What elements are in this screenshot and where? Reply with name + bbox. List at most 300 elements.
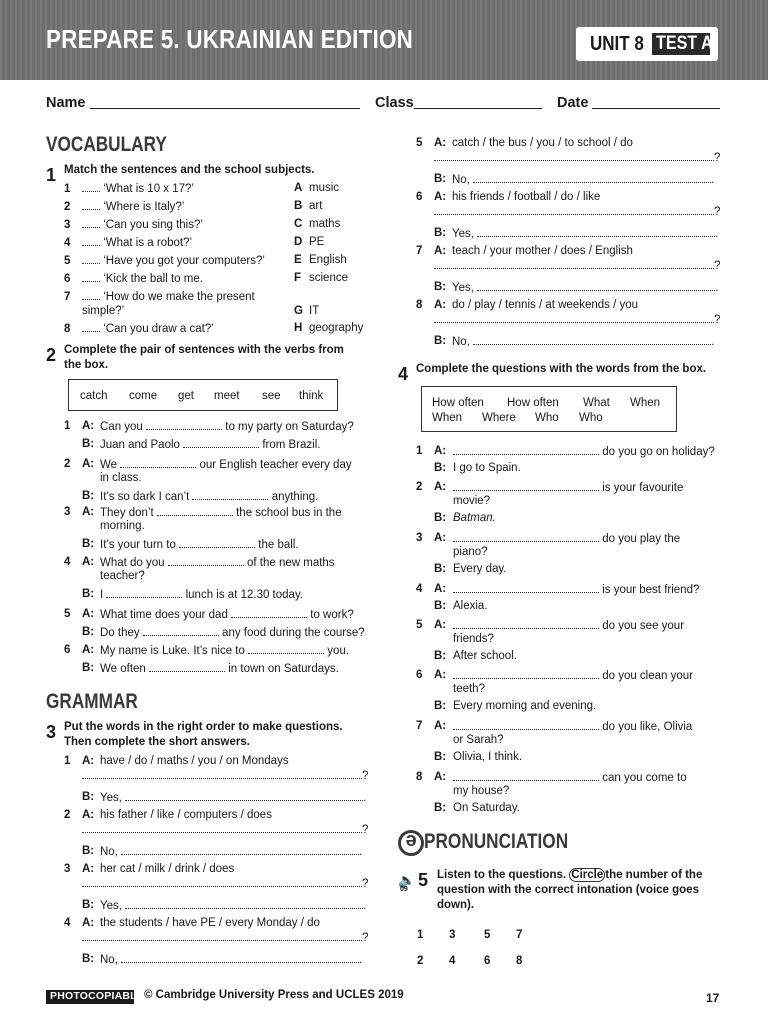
answer-blank[interactable] [453,582,599,593]
box-word: When [630,397,661,409]
speaker-b: B: [434,751,447,763]
sentence-b [100,587,303,602]
list-item [64,253,265,268]
item-number: 8 [416,771,423,783]
exercise-number: 2 [46,345,57,365]
item-number: 8 [416,299,423,311]
sentence-text: They don’t [100,507,154,519]
speaker-a: A: [82,608,95,620]
speaker-a: A: [82,644,95,656]
answer-start: No, [452,174,470,186]
copyright: © Cambridge University Press and UCLES 2019 [144,989,404,1001]
question-line [453,719,692,734]
short-answer [452,172,714,187]
item-number: 3 [64,863,71,875]
item-text: ‘Can you sing this?’ [103,219,203,231]
speaker-a: A: [434,532,447,544]
answer-blank[interactable] [434,204,714,215]
answer-blank[interactable] [473,334,711,345]
item-number: 6 [64,273,71,285]
subject-letter: A [294,182,303,194]
sentence-text: It’s so dark I can’t [100,491,190,503]
speaker-b: B: [82,538,95,550]
sentence-text: Can you [100,421,143,433]
exercise-number: 5 [418,870,429,890]
answer-blank[interactable] [453,719,599,730]
answer-number[interactable]: 1 [417,929,424,941]
sentence-text: to work? [310,609,354,621]
list-item [64,321,214,336]
answer-blank[interactable] [82,253,100,264]
word-prompt: catch / the bus / you / to school / do [452,137,633,149]
box-word: Who [535,412,559,424]
speaker-b: B: [434,227,447,239]
answer-start: Yes, [452,282,474,294]
answer-blank[interactable] [125,790,363,801]
question-text: or Sarah? [453,734,504,746]
answer-number[interactable]: 8 [516,955,523,967]
answer-blank[interactable] [453,531,599,542]
question-text: do you clean your [602,670,693,682]
full-stop: . [711,174,715,186]
item-number: 4 [416,583,423,595]
sentence-text: to my party on Saturday? [225,421,354,433]
question-text: is your favourite [602,482,684,494]
answer-blank[interactable] [82,235,100,246]
item-text: ‘Can you draw a cat?’ [103,323,214,335]
answer-number[interactable]: 5 [484,929,491,941]
list-item [64,181,194,196]
answer-text: Every morning and evening. [453,700,597,712]
item-number: 4 [64,556,71,568]
answer-blank[interactable] [477,280,715,291]
answer-blank[interactable] [146,419,222,430]
question-text: do you go on holiday? [602,446,715,458]
answer-blank[interactable] [82,199,100,210]
answer-text: After school. [453,650,517,662]
full-stop: . [359,846,363,858]
question-text: do you play the [602,533,681,545]
word-prompt: have / do / maths / you / on Mondays [100,755,289,767]
sentence-text: in class. [100,472,142,484]
answer-start: No, [100,954,118,966]
item-number: 3 [64,219,71,231]
exercise-instruction [437,868,717,913]
answer-start: Yes, [100,792,122,804]
question-text: piano? [453,546,488,558]
subject-name: PE [309,236,325,248]
item-number: 6 [416,669,423,681]
subject-name: geography [309,322,364,334]
answer-blank[interactable] [231,607,307,618]
answer-text: Olivia, I think. [453,751,523,763]
subject-name: IT [309,305,320,317]
speaker-a: A: [434,619,447,631]
answer-text: On Saturday. [453,802,520,814]
box-word: come [129,390,158,402]
sentence-text: teacher? [100,570,145,582]
item-number: 2 [64,458,71,470]
answer-text: Every day. [453,563,507,575]
sentence-text: you. [327,645,350,657]
photocopiable-tag [46,990,144,1004]
speaker-a: A: [82,863,95,875]
short-answer [452,280,718,295]
instruction-line: question with the correct intonation (voice goes [437,884,699,896]
answer-number[interactable]: 3 [449,929,456,941]
item-number: 2 [64,201,71,213]
sentence-text: Do they [100,627,140,639]
answer-blank[interactable] [82,876,362,887]
answer-blank[interactable] [82,822,362,833]
item-number: 3 [64,506,71,518]
page-title: PREPARE 5. UKRAINIAN EDITION [46,24,414,54]
test-label: TEST A [656,33,713,54]
question-mark: ? [714,260,721,272]
sentence-a [100,643,349,658]
answer-blank[interactable] [453,480,599,491]
word-prompt: his friends / football / do / like [452,191,601,203]
answer-blank[interactable] [121,952,359,963]
box-word: What [583,397,610,409]
sentence-b [100,625,365,640]
item-number: 1 [416,445,423,457]
speaker-b: B: [434,600,447,612]
question-text: my house? [453,785,510,797]
full-stop: . [359,954,363,966]
item-number: 2 [416,481,423,493]
answer-number[interactable]: 6 [484,955,491,967]
answer-start: No, [452,336,470,348]
speaker-b: B: [82,490,95,502]
item-number: 6 [64,644,71,656]
question-mark: ? [362,878,369,890]
list-item [64,217,203,232]
speaker-a: A: [82,755,95,767]
speaker-a: A: [82,420,95,432]
answer-blank[interactable] [434,150,714,161]
answer-blank[interactable] [192,489,268,500]
question-mark: ? [362,824,369,836]
speaker-b: B: [82,899,95,911]
speaker-b: B: [434,563,447,575]
answer-blank[interactable] [82,768,362,779]
full-stop: . [715,228,719,240]
answer-blank[interactable] [82,321,100,332]
word-prompt: his father / like / computers / does [100,809,272,821]
question-line [453,770,687,785]
speaker-b: B: [82,791,95,803]
schwa-icon: ə [405,829,417,851]
question-mark: ? [362,770,369,782]
answer-blank[interactable] [149,661,225,672]
sentence-text: the school bus in the [236,507,342,519]
question-mark: ? [714,206,721,218]
photocopiable-label: PHOTOCOPIABLE [50,990,144,1002]
subject-name: English [309,254,347,266]
answer-blank[interactable] [82,289,100,300]
sentence-text: lunch is at 12.30 today. [185,589,304,601]
item-number: 1 [64,755,71,767]
speaker-b: B: [434,462,447,474]
speaker-b: B: [434,281,447,293]
item-number: 7 [416,720,423,732]
instruction-text: the number of the [605,869,703,881]
answer-number[interactable]: 7 [516,929,523,941]
sentence-a [100,505,342,520]
subject-name: art [309,200,323,212]
answer-blank[interactable] [434,312,714,323]
question-line [453,582,699,597]
question-text: is your best friend? [602,584,700,596]
answer-blank[interactable] [125,898,363,909]
question-text: do you see your [602,620,685,632]
answer-text: Batman. [453,512,496,524]
item-text: ‘Kick the ball to me. [103,273,203,285]
speaker-b: B: [82,953,95,965]
answer-blank[interactable] [82,217,100,228]
speaker-a: A: [434,245,447,257]
sentence-a [100,607,354,622]
box-word: meet [214,390,240,402]
sentence-a [100,419,354,434]
sentence-text: We [100,459,118,471]
exercise-number: 1 [46,165,57,185]
short-answer [100,844,362,859]
answer-text: Alexia. [453,600,488,612]
sentence-text: My name is Luke. It’s nice to [100,645,245,657]
item-text: ‘Where is Italy?’ [103,201,185,213]
speaker-a: A: [82,809,95,821]
speaker-icon[interactable]: 🔈 [398,872,416,888]
full-stop: . [363,900,367,912]
page-number: 17 [706,991,720,1005]
question-answer-line [82,930,368,945]
full-stop: . [715,282,719,294]
vocabulary-heading: VOCABULARY [46,133,167,156]
item-text: ‘How do we make the present [103,291,255,303]
speaker-a: A: [434,481,447,493]
answer-blank[interactable] [82,271,100,282]
answer-blank[interactable] [434,258,714,269]
box-word: When [432,412,463,424]
item-number: 6 [416,191,423,203]
speaker-b: B: [82,438,95,450]
grammar-heading: GRAMMAR [46,690,138,713]
answer-blank[interactable] [453,618,599,629]
answer-start: Yes, [100,900,122,912]
short-answer [100,898,366,913]
question-line [453,531,680,546]
speaker-b: B: [434,650,447,662]
answer-start: No, [100,846,118,858]
answer-blank[interactable] [121,844,359,855]
question-answer-line [434,312,720,327]
speaker-a: A: [434,191,447,203]
instruction-line: Put the words in the right order to make questions. [64,721,343,733]
answer-blank[interactable] [82,181,100,192]
speaker-a: A: [82,458,95,470]
answer-blank[interactable] [143,625,219,636]
exercise-instruction: Match the sentences and the school subjects. [64,164,315,176]
pronunciation-heading: PRONUNCIATION [424,830,569,853]
subject-name: science [309,272,348,284]
sentence-text: any food during the course? [222,627,365,639]
short-answer [100,952,362,967]
question-text: teeth? [453,683,485,695]
sentence-text: our English teacher every day [199,459,352,471]
answer-blank[interactable] [183,437,259,448]
answer-blank[interactable] [477,226,715,237]
answer-blank[interactable] [168,555,244,566]
box-word: get [178,390,194,402]
question-mark: ? [714,152,721,164]
exercise-number: 3 [46,722,57,742]
question-text: friends? [453,633,494,645]
question-text: do you like, Olivia [602,721,693,733]
full-stop: . [363,792,367,804]
subject-letter: B [294,200,303,212]
speaker-a: A: [434,720,447,732]
box-word: How often [507,397,559,409]
answer-blank[interactable] [453,770,599,781]
speaker-a: A: [434,669,447,681]
sentence-text: the ball. [258,539,299,551]
sentence-text: from Brazil. [262,439,321,451]
sentence-text: Juan and Paolo [100,439,180,451]
speaker-b: B: [82,845,95,857]
answer-blank[interactable] [157,505,233,516]
subject-name: maths [309,218,341,230]
answer-blank[interactable] [82,930,362,941]
name-field[interactable] [90,108,360,109]
item-number: 7 [416,245,423,257]
box-word: catch [80,390,108,402]
answer-blank[interactable] [120,457,196,468]
answer-number[interactable]: 2 [417,955,424,967]
sentence-b [100,537,299,552]
short-answer [452,226,718,241]
name-label: Name [46,95,86,111]
item-text: ‘What is a robot?’ [103,237,193,249]
subject-letter: E [294,254,302,266]
item-number: 5 [416,619,423,631]
track-number: 09 [400,886,408,893]
word-prompt: do / play / tennis / at weekends / you [452,299,639,311]
question-line [453,618,684,633]
exercise-number: 4 [398,364,409,384]
speaker-a: A: [434,445,447,457]
question-answer-line [82,768,368,783]
exercise-instruction [64,343,344,373]
sentence-text: What do you [100,557,165,569]
speaker-a: A: [82,917,95,929]
speaker-a: A: [434,299,447,311]
instruction-line: the box. [64,359,109,371]
sentence-text: It’s your turn to [100,539,176,551]
subject-letter: H [294,322,303,334]
item-number: 4 [64,237,71,249]
question-line [453,668,693,683]
box-word: How often [432,397,484,409]
question-mark: ? [362,932,369,944]
answer-blank[interactable] [453,444,599,455]
exercise-instruction [64,720,343,750]
speaker-a: A: [82,506,95,518]
speaker-b: B: [434,173,447,185]
speaker-a: A: [82,556,95,568]
item-text: ‘Have you got your computers?’ [103,255,265,267]
answer-blank[interactable] [453,668,599,679]
schwa-badge [398,830,424,856]
sentence-b [100,489,318,504]
question-line [453,444,715,459]
speaker-b: B: [434,700,447,712]
list-item [64,199,184,214]
answer-blank[interactable] [179,537,255,548]
speaker-a: A: [434,583,447,595]
answer-blank[interactable] [248,643,324,654]
short-answer [452,334,714,349]
date-label: Date [557,95,589,111]
question-answer-line [434,204,720,219]
question-mark: ? [714,314,721,326]
class-field[interactable] [414,108,542,109]
answer-number[interactable]: 4 [449,955,456,967]
item-number: 5 [64,255,71,267]
item-number: 1 [64,183,71,195]
list-item [64,289,255,304]
question-text: movie? [453,495,491,507]
speaker-b: B: [82,662,95,674]
sentence-text: I [100,589,104,601]
sentence-text: We often [100,663,146,675]
question-answer-line [82,822,368,837]
word-prompt: her cat / milk / drink / does [100,863,235,875]
sentence-text: morning. [100,520,145,532]
date-field[interactable] [592,108,720,109]
question-text: can you come to [602,772,687,784]
item-number: 4 [64,917,71,929]
box-word: see [262,390,281,402]
box-word: think [299,390,324,402]
sentence-text: What time does your dad [100,609,228,621]
full-stop: . [711,336,715,348]
subject-letter: F [294,272,302,284]
item-text: ‘What is 10 x 17?’ [103,183,194,195]
subject-letter: G [294,305,303,317]
subject-name: music [309,182,340,194]
question-answer-line [82,876,368,891]
speaker-b: B: [434,512,447,524]
instruction-line: Then complete the short answers. [64,736,250,748]
item-number: 3 [416,532,423,544]
answer-blank[interactable] [473,172,711,183]
sentence-text: of the new maths [246,557,335,569]
instruction-text: Listen to the questions. [437,869,567,881]
list-item [64,271,203,286]
class-label: Class [375,95,414,111]
instruction-line: Complete the pair of sentences with the verbs from [64,344,344,356]
answer-blank[interactable] [106,587,182,598]
sentence-a [100,457,352,472]
speaker-a: A: [434,137,447,149]
question-line [453,480,683,495]
answer-text: I go to Spain. [453,462,521,474]
speaker-b: B: [82,626,95,638]
exercise-instruction: Complete the questions with the words from the box. [416,363,707,375]
item-number: 8 [64,323,71,335]
